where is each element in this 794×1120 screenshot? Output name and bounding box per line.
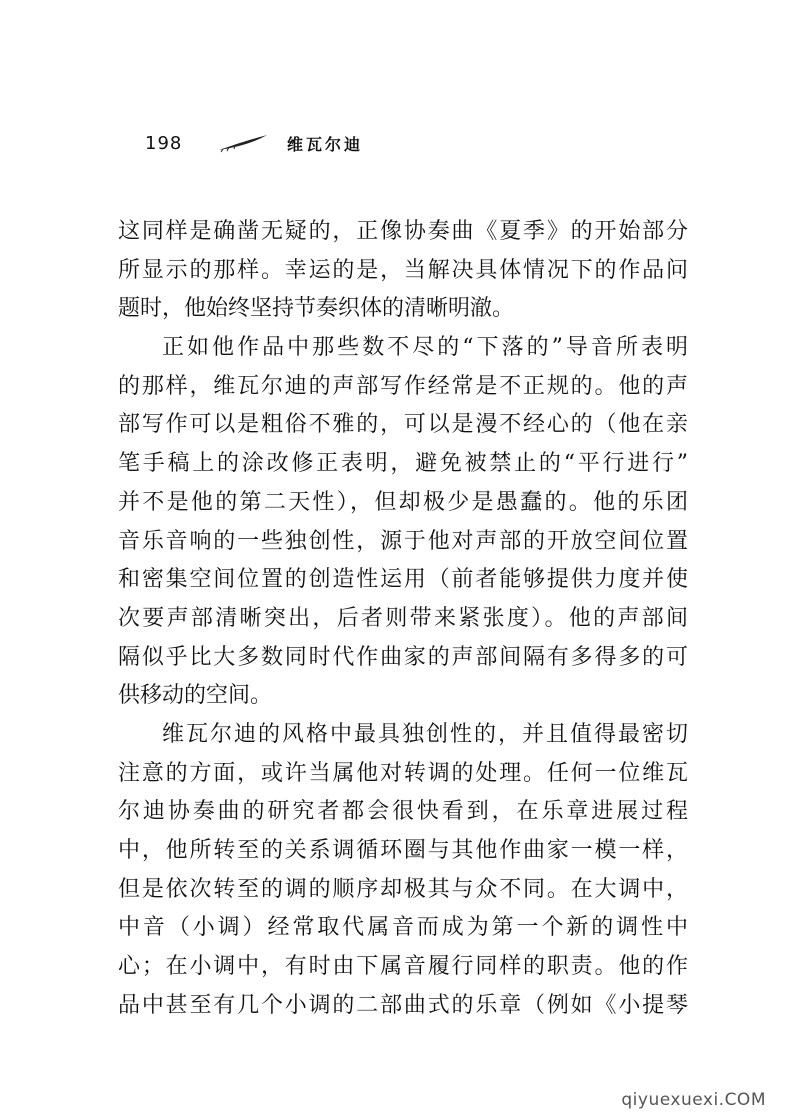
watermark: qiyuexuexi.COM — [621, 1090, 766, 1110]
text-line: 音乐音响的一些独创性，源于他对声部的开放空间位置 — [118, 528, 688, 554]
text-line: 心；在小调中，有时由下属音履行同样的职责。他的作 — [118, 954, 688, 980]
text-line: 这同样是确凿无疑的，正像协奏曲《夏季》的开始部分 — [118, 219, 688, 244]
text-line: 品中甚至有几个小调的二部曲式的乐章（例如《小提琴 — [118, 992, 688, 1018]
text-line: 尔迪协奏曲的研究者都会很快看到，在乐章进展过程 — [118, 799, 688, 825]
text-line: 隔似乎比大多数同时代作曲家的声部间隔有多得多的可 — [118, 644, 688, 670]
text-line: 次要声部清晰突出，后者则带来紧张度）。他的声部间 — [118, 605, 688, 631]
quill-ornament-icon — [217, 133, 269, 153]
page-header — [145, 128, 363, 158]
text-line: 题时，他始终坚持节奏织体的清晰明澈。 — [118, 296, 515, 322]
text-line: 注意的方面，或许当属他对转调的处理。任何一位维瓦 — [118, 760, 688, 786]
text-line: 维瓦尔迪的风格中最具独创性的，并且值得最密切 — [162, 721, 688, 747]
text-line: 正如他作品中那些数不尽的“下落的”导音所表明 — [162, 335, 688, 361]
text-line: 但是依次转至的调的顺序却极其与众不同。在大调中， — [118, 876, 688, 902]
text-line: 部写作可以是粗俗不雅的，可以是漫不经心的（他在亲 — [118, 412, 688, 438]
text-line: 中，他所转至的关系调循环圈与其他作曲家一模一样， — [118, 838, 688, 863]
text-line: 的那样，维瓦尔迪的声部写作经常是不正规的。他的声 — [118, 373, 688, 399]
running-head: 维瓦尔迪 — [287, 134, 364, 154]
text-line: 供移动的空间。 — [118, 683, 273, 709]
text-line: 笔手稿上的涂改修正表明，避免被禁止的“平行进行” — [118, 451, 688, 477]
page-number: 198 — [145, 132, 183, 154]
text-line: 和密集空间位置的创造性运用（前者能够提供力度并使 — [118, 567, 688, 593]
text-line: 中音（小调）经常取代属音而成为第一个新的调性中 — [118, 915, 688, 941]
text-line: 并不是他的第二天性），但却极少是愚蠢的。他的乐团 — [118, 489, 688, 515]
body-text — [118, 213, 688, 1025]
text-line: 所显示的那样。幸运的是，当解决具体情况下的作品问 — [118, 257, 688, 283]
